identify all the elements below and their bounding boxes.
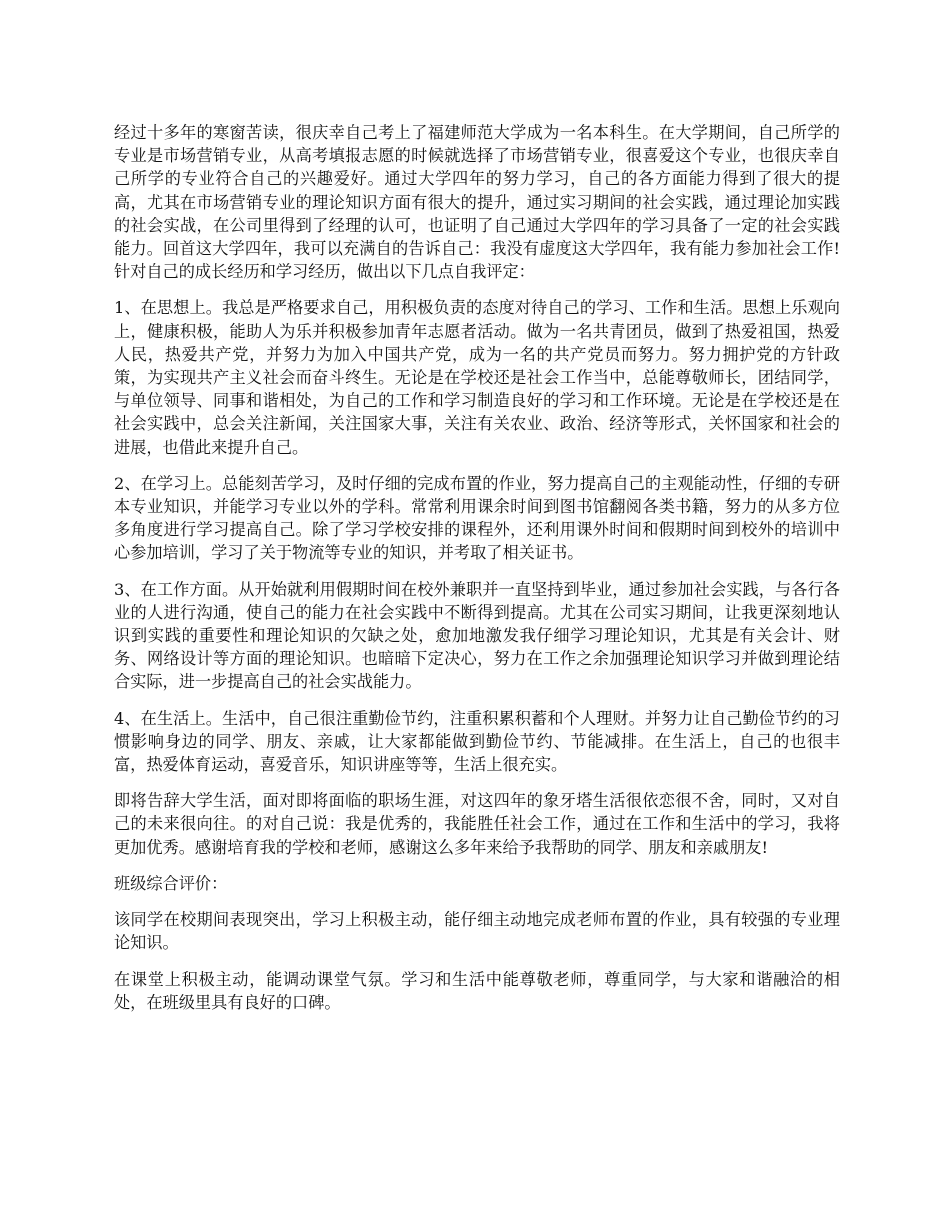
document-body: [114, 121, 840, 1027]
life-paragraph: 4、在生活上。生活中，自己很注重勤俭节约，注重积累积蓄和个人理财。并努力让自己勤俭节约的习惯影响身边的同学、朋友、亲戚，让大家都能做到勤俭节约、节能减排。在生活上，自己的也很丰富，热爱体育运动，喜爱音乐，知识讲座等等，生活上很充实。: [114, 708, 840, 775]
intro-paragraph: 经过十多年的寒窗苦读，很庆幸自己考上了福建师范大学成为一名本科生。在大学期间，自己所学的专业是市场营销专业，从高考填报志愿的时候就选择了市场营销专业，很喜爱这个专业，也很庆幸自己所学的专业符合自己的兴趣爱好。通过大学四年的努力学习，自己的各方面能力得到了很大的提高，尤其在市场营销专业的理论知识方面有很大的提升，通过实习期间的社会实践，通过理论加实践的社会实战，在公司里得到了经理的认可，也证明了自己通过大学四年的学习具备了一定的社会实践能力。回首这大学四年，我可以充满自的告诉自己：我没有虚度这大学四年，我有能力参加社会工作!针对自己的成长经历和学习经历，做出以下几点自我评定：: [114, 123, 840, 282]
closing-paragraph: 即将告辞大学生活，面对即将面临的职场生涯，对这四年的象牙塔生活很依恋很不舍，同时，又对自己的未来很向往。的对自己说：我是优秀的，我能胜任社会工作，通过在工作和生活中的学习，我将更加优秀。感谢培育我的学校和老师，感谢这么多年来给予我帮助的同学、朋友和亲戚朋友!: [114, 791, 840, 857]
thought-paragraph: 1、在思想上。我总是严格要求自己，用积极负责的态度对待自己的学习、工作和生活。思想上乐观向上，健康积极，能助人为乐并积极参加青年志愿者活动。做为一名共青团员，做到了热爱祖国，热爱人民，热爱共产党，并努力为加入中国共产党，成为一名的共产党员而努力。努力拥护党的方针政策，为实现共产主义社会而奋斗终生。无论是在学校还是社会工作当中，总能尊敬师长，团结同学，与单位领导、同事和谐相处，为自己的工作和学习制造良好的学习和工作环境。无论是在学校还是在社会实践中，总会关注新闻，关注国家大事，关注有关农业、政治、经济等形式，关怀国家和社会的进展，也借此来提升自己。: [114, 298, 840, 457]
work-paragraph: 3、在工作方面。从开始就利用假期时间在校外兼职并一直坚持到毕业，通过参加社会实践，与各行各业的人进行沟通，使自己的能力在社会实践中不断得到提高。尤其在公司实习期间，让我更深刻地认识到实践的重要性和理论知识的欠缺之处，愈加地激发我仔细学习理论知识，尤其是有关会计、财务、网络设计等方面的理论知识。也暗暗下定决心，努力在工作之余加强理论知识学习并做到理论结合实际，进一步提高自己的社会实战能力。: [114, 579, 840, 692]
class-evaluation-paragraph-1: 该同学在校期间表现突出，学习上积极主动，能仔细主动地完成老师布置的作业，具有较强的专业理论知识。: [114, 910, 840, 953]
study-paragraph: 2、在学习上。总能刻苦学习，及时仔细的完成布置的作业，努力提高自己的主观能动性，仔细的专研本专业知识，并能学习专业以外的学科。常常利用课余时间到图书馆翻阅各类书籍，努力的从多方位多角度进行学习提高自己。除了学习学校安排的课程外，还利用课外时间和假期时间到校外的培训中心参加培训，学习了关于物流等专业的知识，并考取了相关证书。: [114, 473, 840, 563]
class-evaluation-heading: 班级综合评价：: [114, 873, 228, 893]
class-evaluation-paragraph-2: 在课堂上积极主动，能调动课堂气氛。学习和生活中能尊敬老师，尊重同学，与大家和谐融洽的相处，在班级里具有良好的口碑。: [114, 969, 840, 1012]
